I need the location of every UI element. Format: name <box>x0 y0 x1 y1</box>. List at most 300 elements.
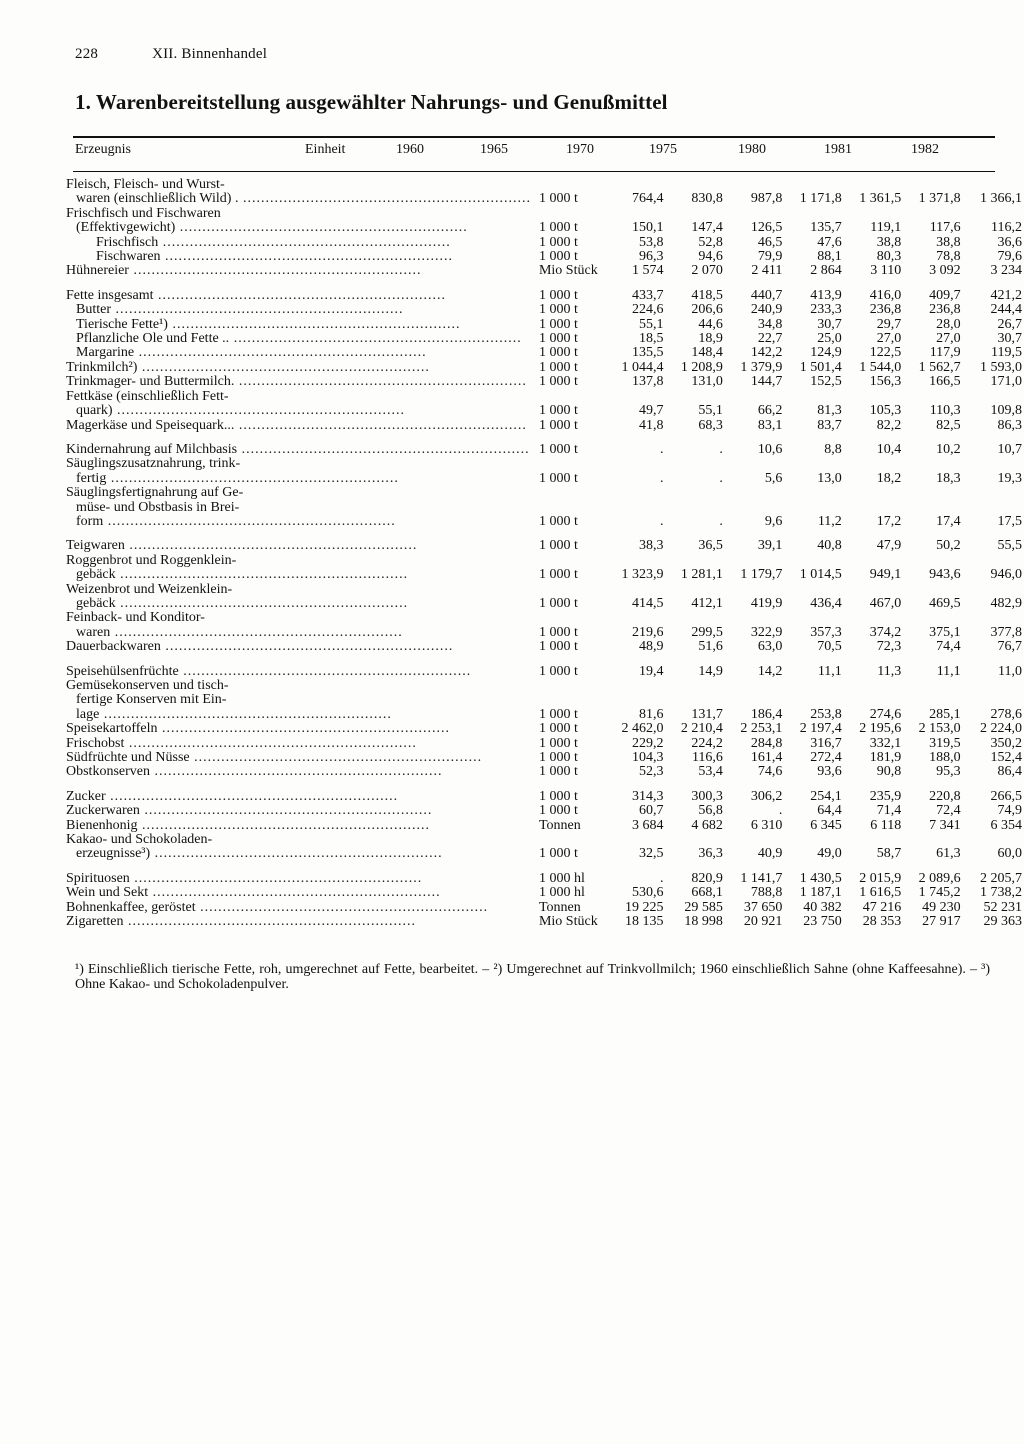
unit-cell: 1 000 t <box>538 803 578 819</box>
value-cell-1980: 105,3 <box>869 403 902 419</box>
value-cell-1982: 1 593,0 <box>980 359 1022 375</box>
value-cell-1982: 2 224,0 <box>980 721 1022 737</box>
unit-cell: 1 000 t <box>538 316 578 332</box>
table-top-rule <box>73 136 995 138</box>
value-cell-1980: 1 544,0 <box>859 359 902 375</box>
running-head <box>75 46 267 63</box>
value-cell-1960: 52,3 <box>638 764 664 780</box>
value-cell-1965: 206,6 <box>691 302 723 318</box>
table-row <box>66 679 1024 722</box>
table-row <box>66 611 1024 640</box>
value-cell-1960: 1 044,4 <box>621 359 664 375</box>
product-cell <box>66 679 531 722</box>
product-label-line: Gemüsekonserven und tisch- <box>66 679 229 693</box>
unit-cell: 1 000 t <box>538 595 578 611</box>
value-cell-1965: 830,8 <box>691 191 723 207</box>
unit-cell: 1 000 t <box>538 639 578 655</box>
table-row <box>66 457 1024 486</box>
value-cell-1982: 55,5 <box>997 538 1022 554</box>
value-cell-1960: 32,5 <box>638 846 664 862</box>
unit-cell: Tonnen <box>538 899 581 915</box>
product-cell <box>66 611 531 640</box>
value-cell-1975: 81,3 <box>817 403 842 419</box>
value-cell-1982: 76,7 <box>997 639 1022 655</box>
value-cell-1965: 18,9 <box>698 331 723 347</box>
value-cell-1975: 40 382 <box>803 899 842 915</box>
table-row <box>66 765 1024 779</box>
value-cell-1970: 14,2 <box>757 663 783 679</box>
value-cell-1980: 80,3 <box>876 249 902 265</box>
unit-cell: 1 000 t <box>538 191 578 207</box>
product-cell <box>66 819 531 833</box>
column-header-year: 1982 <box>911 142 939 157</box>
product-label-line: Kindernahrung auf Milchbasis ..... <box>66 443 531 457</box>
table-row <box>66 264 1024 278</box>
value-cell-1975: 1 171,8 <box>799 191 842 207</box>
value-cell-1975: 23 750 <box>803 914 842 930</box>
value-cell-1975: 233,3 <box>810 302 842 318</box>
value-cell-1975: 30,7 <box>817 316 842 332</box>
product-label-line: Zuckerwaren ..... <box>66 804 531 818</box>
table-row <box>66 236 1024 250</box>
product-cell <box>66 346 531 360</box>
data-table-body <box>66 178 1024 930</box>
table-row <box>66 886 1024 900</box>
table-row <box>66 554 1024 583</box>
value-cell-1982: 266,5 <box>990 788 1022 804</box>
value-cell-1982: 60,0 <box>997 846 1022 862</box>
value-cell-1960: 229,2 <box>631 735 664 751</box>
value-cell-1982: 74,9 <box>997 803 1022 819</box>
value-cell-1960: 96,3 <box>638 249 664 265</box>
value-cell-1960: 150,1 <box>631 220 664 236</box>
value-cell-1981: 319,5 <box>929 735 961 751</box>
table-row <box>66 833 1024 862</box>
value-cell-1981: 38,8 <box>936 234 961 250</box>
value-cell-1965: 300,3 <box>691 788 723 804</box>
value-cell-1970: 37 650 <box>743 899 783 915</box>
product-label-line: Speisehülsenfrüchte ..... <box>66 665 531 679</box>
unit-cell: 1 000 t <box>538 470 578 486</box>
product-cell <box>66 737 531 751</box>
value-cell-1965: 418,5 <box>691 287 723 303</box>
product-cell <box>66 872 531 886</box>
product-cell <box>66 178 531 207</box>
unit-cell: 1 000 t <box>538 567 578 583</box>
value-cell-1981: 117,9 <box>929 345 961 361</box>
value-cell-1980: 10,4 <box>876 441 902 457</box>
value-cell-1981: 27,0 <box>936 331 961 347</box>
value-cell-1960: 314,3 <box>631 788 664 804</box>
product-label-line: gebäck ..... <box>66 568 531 582</box>
product-cell <box>66 751 531 765</box>
column-header-year: 1970 <box>566 142 594 157</box>
value-cell-1981: 18,3 <box>936 470 961 486</box>
value-cell-1980: 332,1 <box>869 735 902 751</box>
product-label-line: Tierische Fette¹) ..... <box>66 318 531 332</box>
table-row <box>66 722 1024 736</box>
value-cell-1975: 135,7 <box>810 220 842 236</box>
product-cell <box>66 804 531 818</box>
value-cell-1960: 38,3 <box>638 538 664 554</box>
value-cell-1981: 2 153,0 <box>918 721 961 737</box>
product-label-line: Butter ..... <box>66 303 531 317</box>
value-cell-1965: 2 210,4 <box>680 721 723 737</box>
value-cell-1975: 25,0 <box>817 331 842 347</box>
value-cell-1965: 147,4 <box>691 220 723 236</box>
value-cell-1975: 13,0 <box>817 470 842 486</box>
value-cell-1975: 70,5 <box>817 639 842 655</box>
value-cell-1981: 7 341 <box>929 817 961 833</box>
product-label-line: Frischfisch ..... <box>66 236 531 250</box>
value-cell-1982: 52 231 <box>983 899 1022 915</box>
product-label-line: Zucker ..... <box>66 790 531 804</box>
value-cell-1975: 124,9 <box>810 345 842 361</box>
value-cell-1970: 1 141,7 <box>740 870 783 886</box>
value-cell-1970: 322,9 <box>750 624 783 640</box>
value-cell-1980: 17,2 <box>876 513 902 529</box>
product-cell <box>66 886 531 900</box>
value-cell-1981: 78,8 <box>936 249 961 265</box>
product-label-line: Roggenbrot und Roggenklein- <box>66 553 237 568</box>
product-label-line: Südfrüchte und Nüsse ..... <box>66 751 531 765</box>
value-cell-1970: 46,5 <box>757 234 783 250</box>
value-cell-1960: 53,8 <box>638 234 664 250</box>
value-cell-1965: 52,8 <box>698 234 723 250</box>
value-cell-1965: . <box>719 441 723 457</box>
value-cell-1980: 38,8 <box>876 234 902 250</box>
value-cell-1981: 375,1 <box>929 624 961 640</box>
product-label-line: Kakao- und Schokoladen- <box>66 833 213 848</box>
value-cell-1965: 412,1 <box>691 595 723 611</box>
chapter-title: XII. Binnenhandel <box>152 46 268 62</box>
value-cell-1981: 285,1 <box>929 706 961 722</box>
unit-cell: Tonnen <box>538 817 581 833</box>
value-cell-1981: 166,5 <box>929 374 961 390</box>
value-cell-1965: . <box>719 470 723 486</box>
table-row <box>66 790 1024 804</box>
unit-cell: 1 000 t <box>538 403 578 419</box>
value-cell-1981: 943,6 <box>929 567 961 583</box>
value-cell-1981: 188,0 <box>929 750 961 766</box>
product-label-line: form ..... <box>66 515 531 529</box>
unit-cell: 1 000 t <box>538 234 578 250</box>
value-cell-1970: 66,2 <box>757 403 783 419</box>
value-cell-1965: 131,7 <box>691 706 723 722</box>
value-cell-1982: 278,6 <box>990 706 1022 722</box>
product-label-line: erzeugnisse³) ..... <box>66 847 531 861</box>
value-cell-1982: 1 738,2 <box>980 885 1022 901</box>
unit-cell: 1 000 t <box>538 374 578 390</box>
value-cell-1960: 41,8 <box>638 417 664 433</box>
value-cell-1965: 53,4 <box>698 764 723 780</box>
table-row <box>66 539 1024 553</box>
product-label-line: Bienenhonig ..... <box>66 819 531 833</box>
product-cell <box>66 207 531 236</box>
value-cell-1975: 2 197,4 <box>799 721 842 737</box>
value-cell-1981: 10,2 <box>936 441 961 457</box>
value-cell-1965: 4 682 <box>691 817 723 833</box>
product-cell <box>66 640 531 654</box>
product-label-line: lage ..... <box>66 708 531 722</box>
value-cell-1965: 668,1 <box>691 885 723 901</box>
unit-cell: 1 000 t <box>538 706 578 722</box>
value-cell-1975: 316,7 <box>810 735 842 751</box>
unit-cell: 1 000 t <box>538 417 578 433</box>
product-cell <box>66 303 531 317</box>
product-label-line: Spirituosen ..... <box>66 872 531 886</box>
value-cell-1970: . <box>778 803 783 819</box>
product-cell <box>66 457 531 486</box>
table-row <box>66 346 1024 360</box>
table-row <box>66 443 1024 457</box>
value-cell-1965: 299,5 <box>691 624 723 640</box>
value-cell-1960: 18,5 <box>638 331 664 347</box>
value-cell-1965: 820,9 <box>691 870 723 886</box>
value-cell-1981: 49 230 <box>922 899 961 915</box>
value-cell-1970: 2 411 <box>751 263 783 279</box>
unit-cell: 1 000 t <box>538 721 578 737</box>
value-cell-1965: 1 208,9 <box>680 359 723 375</box>
value-cell-1970: 63,0 <box>757 639 783 655</box>
unit-cell: 1 000 t <box>538 249 578 265</box>
unit-cell: 1 000 t <box>538 331 578 347</box>
value-cell-1960: 104,3 <box>631 750 664 766</box>
value-cell-1965: 148,4 <box>691 345 723 361</box>
value-cell-1981: 220,8 <box>929 788 961 804</box>
value-cell-1960: . <box>659 441 664 457</box>
product-label-line: waren ..... <box>66 626 531 640</box>
value-cell-1960: 19 225 <box>624 899 664 915</box>
table-row <box>66 665 1024 679</box>
value-cell-1960: . <box>659 513 664 529</box>
value-cell-1960: 137,8 <box>631 374 664 390</box>
product-label-line: waren (einschließlich Wild) . ..... <box>66 192 531 206</box>
value-cell-1960: 3 684 <box>631 817 664 833</box>
product-label-line: Teigwaren ..... <box>66 539 531 553</box>
value-cell-1981: 72,4 <box>936 803 961 819</box>
unit-cell: 1 000 hl <box>538 885 585 901</box>
value-cell-1981: 1 371,8 <box>918 191 961 207</box>
column-header-product: Erzeugnis <box>75 142 131 157</box>
table-row <box>66 361 1024 375</box>
value-cell-1980: 82,2 <box>876 417 902 433</box>
value-cell-1965: 29 585 <box>684 899 723 915</box>
value-cell-1982: 11,0 <box>998 663 1022 679</box>
value-cell-1982: 26,7 <box>997 316 1022 332</box>
product-label-line: Hühnereier ..... <box>66 264 531 278</box>
product-cell <box>66 390 531 419</box>
value-cell-1982: 244,4 <box>990 302 1022 318</box>
product-cell <box>66 665 531 679</box>
product-cell <box>66 375 531 389</box>
value-cell-1981: 27 917 <box>922 914 961 930</box>
table-row <box>66 303 1024 317</box>
product-label-line: Weizenbrot und Weizenklein- <box>66 582 233 597</box>
value-cell-1960: 81,6 <box>638 706 664 722</box>
column-header-year: 1980 <box>738 142 766 157</box>
unit-cell: 1 000 t <box>538 287 578 303</box>
value-cell-1970: 9,6 <box>764 513 783 529</box>
value-cell-1980: 2 015,9 <box>859 870 902 886</box>
unit-cell: Mio Stück <box>538 263 598 279</box>
product-label-line: Trinkmager- und Buttermilch. ..... <box>66 375 531 389</box>
value-cell-1975: 253,8 <box>810 706 842 722</box>
value-cell-1982: 6 354 <box>990 817 1022 833</box>
value-cell-1965: 44,6 <box>698 316 723 332</box>
product-cell <box>66 443 531 457</box>
value-cell-1980: 71,4 <box>876 803 902 819</box>
column-header-year: 1960 <box>396 142 424 157</box>
value-cell-1970: 142,2 <box>750 345 783 361</box>
table-row <box>66 901 1024 915</box>
value-cell-1980: 236,8 <box>869 302 902 318</box>
value-cell-1960: 1 574 <box>631 263 664 279</box>
value-cell-1980: 47 216 <box>862 899 902 915</box>
value-cell-1960: 60,7 <box>638 803 664 819</box>
value-cell-1982: 19,3 <box>997 470 1022 486</box>
product-cell <box>66 236 531 250</box>
value-cell-1982: 10,7 <box>997 441 1022 457</box>
value-cell-1960: 48,9 <box>638 639 664 655</box>
value-cell-1970: 74,6 <box>757 764 783 780</box>
table-title: 1. Warenbereitstellung ausgewählter Nahrungs- und Genußmittel <box>75 90 668 114</box>
column-header-year: 1965 <box>480 142 508 157</box>
table-row <box>66 737 1024 751</box>
value-cell-1981: 28,0 <box>936 316 961 332</box>
product-label-line: Feinback- und Konditor- <box>66 611 205 626</box>
unit-cell: 1 000 t <box>538 302 578 318</box>
value-cell-1970: 34,8 <box>757 316 783 332</box>
value-cell-1965: 1 281,1 <box>680 567 723 583</box>
product-cell <box>66 915 531 929</box>
value-cell-1980: 29,7 <box>876 316 902 332</box>
value-cell-1970: 79,9 <box>757 249 783 265</box>
column-header-year: 1981 <box>824 142 852 157</box>
value-cell-1975: 83,7 <box>817 417 842 433</box>
product-cell <box>66 250 531 264</box>
value-cell-1970: 788,8 <box>750 885 783 901</box>
product-label-line: fertig ..... <box>66 472 531 486</box>
value-cell-1982: 421,2 <box>990 287 1022 303</box>
product-cell <box>66 318 531 332</box>
value-cell-1975: 64,4 <box>817 803 842 819</box>
value-cell-1970: 20 921 <box>743 914 783 930</box>
value-cell-1981: 3 092 <box>929 263 961 279</box>
value-cell-1970: 186,4 <box>750 706 783 722</box>
header-bottom-rule <box>73 171 995 172</box>
table-row <box>66 332 1024 346</box>
value-cell-1975: 8,8 <box>824 441 842 457</box>
value-cell-1970: 1 379,9 <box>740 359 783 375</box>
unit-cell: 1 000 t <box>538 441 578 457</box>
value-cell-1965: . <box>719 513 723 529</box>
table-row <box>66 751 1024 765</box>
value-cell-1980: 72,3 <box>876 639 902 655</box>
data-table <box>66 178 1024 930</box>
value-cell-1960: 224,6 <box>631 302 664 318</box>
value-cell-1965: 68,3 <box>698 417 723 433</box>
value-cell-1975: 413,9 <box>810 287 842 303</box>
product-cell <box>66 901 531 915</box>
value-cell-1980: 181,9 <box>869 750 902 766</box>
product-cell <box>66 722 531 736</box>
product-label-line: Obstkonserven ..... <box>66 765 531 779</box>
value-cell-1970: 987,8 <box>750 191 783 207</box>
product-label-line: Säuglingsfertignahrung auf Ge- <box>66 486 244 501</box>
value-cell-1960: 414,5 <box>631 595 664 611</box>
value-cell-1960: 1 323,9 <box>621 567 664 583</box>
value-cell-1982: 109,8 <box>990 403 1022 419</box>
value-cell-1982: 116,2 <box>991 220 1022 236</box>
table-row <box>66 419 1024 433</box>
value-cell-1981: 236,8 <box>929 302 961 318</box>
value-cell-1981: 17,4 <box>936 513 961 529</box>
value-cell-1970: 144,7 <box>750 374 783 390</box>
value-cell-1965: 36,5 <box>698 538 723 554</box>
value-cell-1980: 235,9 <box>869 788 902 804</box>
table-row <box>66 640 1024 654</box>
unit-cell: 1 000 t <box>538 513 578 529</box>
unit-cell: 1 000 t <box>538 538 578 554</box>
value-cell-1975: 436,4 <box>810 595 842 611</box>
value-cell-1980: 2 195,6 <box>859 721 902 737</box>
value-cell-1980: 374,2 <box>869 624 902 640</box>
value-cell-1975: 1 014,5 <box>799 567 842 583</box>
product-cell <box>66 419 531 433</box>
product-label-line: Margarine ..... <box>66 346 531 360</box>
table-row <box>66 375 1024 389</box>
value-cell-1970: 284,8 <box>750 735 783 751</box>
value-cell-1980: 274,6 <box>869 706 902 722</box>
product-cell <box>66 790 531 804</box>
value-cell-1975: 49,0 <box>817 846 842 862</box>
product-label-line: müse- und Obstbasis in Brei- <box>76 500 240 515</box>
value-cell-1970: 240,9 <box>750 302 783 318</box>
value-cell-1982: 2 205,7 <box>980 870 1022 886</box>
product-cell <box>66 833 531 862</box>
value-cell-1980: 27,0 <box>876 331 902 347</box>
value-cell-1965: 51,6 <box>698 639 723 655</box>
value-cell-1980: 122,5 <box>869 345 902 361</box>
value-cell-1982: 377,8 <box>990 624 1022 640</box>
value-cell-1960: 55,1 <box>638 316 664 332</box>
table-row <box>66 872 1024 886</box>
value-cell-1970: 6 310 <box>750 817 783 833</box>
value-cell-1982: 79,6 <box>997 249 1022 265</box>
product-cell <box>66 765 531 779</box>
value-cell-1970: 161,4 <box>750 750 783 766</box>
unit-cell: 1 000 t <box>538 345 578 361</box>
value-cell-1960: . <box>659 470 664 486</box>
footnotes: ¹) Einschließlich tierische Fette, roh, umgerechnet auf Fette, bearbeitet. – ²) Umgerechnet auf Trinkvollmilch; 1960 einschließlich Sahne (ohne Kaffeesahne). – ³) Ohne Kakao- und Schokoladenpulver. <box>75 962 990 992</box>
value-cell-1970: 440,7 <box>750 287 783 303</box>
product-cell <box>66 289 531 303</box>
table-row <box>66 915 1024 929</box>
value-cell-1975: 40,8 <box>817 538 842 554</box>
unit-cell: 1 000 t <box>538 359 578 375</box>
value-cell-1981: 11,1 <box>936 663 961 679</box>
product-cell <box>66 332 531 346</box>
value-cell-1970: 22,7 <box>757 331 783 347</box>
value-cell-1980: 18,2 <box>876 470 902 486</box>
value-cell-1965: 131,0 <box>691 374 723 390</box>
value-cell-1970: 39,1 <box>757 538 783 554</box>
value-cell-1965: 2 070 <box>691 263 723 279</box>
value-cell-1960: 764,4 <box>631 191 664 207</box>
table-row <box>66 178 1024 207</box>
value-cell-1980: 58,7 <box>876 846 902 862</box>
